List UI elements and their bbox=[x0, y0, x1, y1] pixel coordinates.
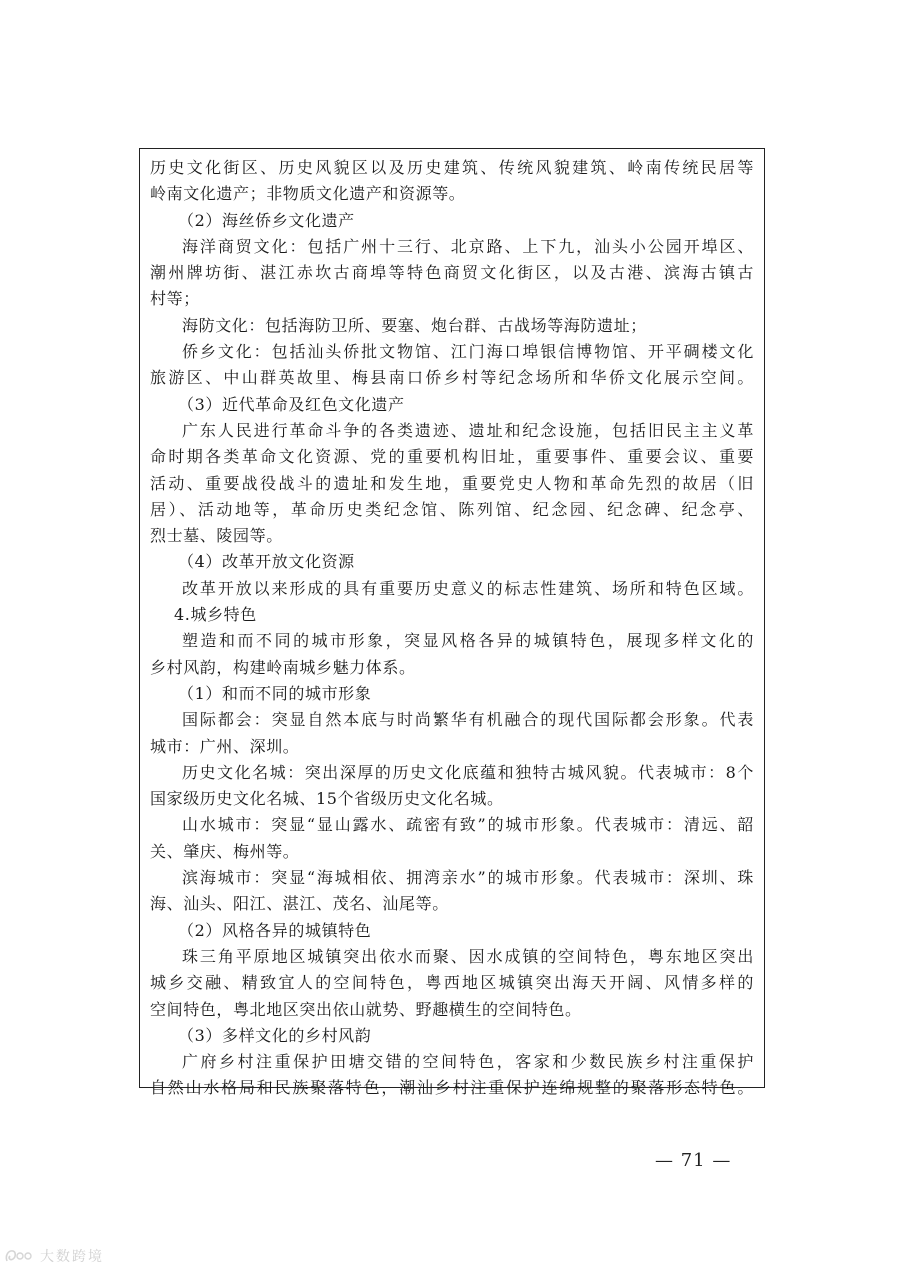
text-line: 广东人民进行革命斗争的各类遗迹、遗址和纪念设施，包括旧民主主义革 bbox=[182, 420, 754, 440]
text-line: 城乡交融、精致宜人的空间特色，粤西地区城镇突出海天开阔、风情多样的 bbox=[150, 973, 754, 993]
text-line: 海洋商贸文化：包括广州十三行、北京路、上下九，汕头小公园开埠区、 bbox=[182, 236, 754, 256]
text-line: （4）改革开放文化资源 bbox=[178, 552, 355, 572]
text-line: 城市：广州、深圳。 bbox=[150, 736, 300, 756]
text-line: 命时期各类革命文化资源、党的重要机构旧址，重要事件、重要会议、重要 bbox=[150, 447, 754, 467]
watermark-text: 大数跨境 bbox=[40, 1249, 104, 1265]
text-line: 广府乡村注重保护田塘交错的空间特色，客家和少数民族乡村注重保护 bbox=[182, 1052, 754, 1072]
text-line: 旅游区、中山群英故里、梅县南口侨乡村等纪念场所和华侨文化展示空间。 bbox=[150, 368, 754, 388]
text-line: 珠三角平原地区城镇突出依水而聚、因水成镇的空间特色，粤东地区突出 bbox=[182, 946, 754, 966]
text-line: （3）近代革命及红色文化遗产 bbox=[178, 394, 405, 414]
text-line: 村等； bbox=[150, 289, 200, 309]
text-line: 烈士墓、陵园等。 bbox=[150, 526, 283, 546]
text-line: 海、汕头、阳江、湛江、茂名、汕尾等。 bbox=[150, 894, 449, 914]
text-line: 海防文化：包括海防卫所、要塞、炮台群、古战场等海防遗址； bbox=[182, 315, 647, 335]
text-line: 空间特色，粤北地区突出依山就势、野趣横生的空间特色。 bbox=[150, 999, 582, 1019]
text-line: 改革开放以来形成的具有重要历史意义的标志性建筑、场所和特色区域。 bbox=[182, 578, 754, 598]
watermark-logo-icon bbox=[4, 1247, 34, 1265]
text-line: 山水城市：突显“显山露水、疏密有致”的城市形象。代表城市：清远、韶 bbox=[182, 815, 754, 835]
text-line: （2）海丝侨乡文化遗产 bbox=[178, 210, 355, 230]
text-line: （3）多样文化的乡村风韵 bbox=[178, 1025, 372, 1045]
text-line: 塑造和而不同的城市形象，突显风格各异的城镇特色，展现多样文化的 bbox=[182, 631, 754, 651]
content-frame bbox=[139, 148, 765, 1098]
text-line: 活动、重要战役战斗的遗址和发生地，重要党史人物和革命先烈的故居（旧 bbox=[150, 473, 754, 493]
text-line: （2）风格各异的城镇特色 bbox=[178, 920, 372, 940]
text-line: 历史文化街区、历史风貌区以及历史建筑、传统风貌建筑、岭南传统民居等 bbox=[150, 158, 754, 177]
text-line: 4.城乡特色 bbox=[174, 605, 257, 625]
text-line: 侨乡文化：包括汕头侨批文物馆、江门海口埠银信博物馆、开平碉楼文化 bbox=[182, 342, 754, 362]
text-line: （1）和而不同的城市形象 bbox=[178, 683, 372, 703]
text-line: 居）、活动地等，革命历史类纪念馆、陈列馆、纪念园、纪念碑、纪念亭、 bbox=[150, 499, 754, 519]
watermark bbox=[4, 1246, 104, 1266]
page-number: — 71 — bbox=[655, 1150, 732, 1171]
text-line: 潮州牌坊街、湛江赤坎古商埠等特色商贸文化街区，以及古港、滨海古镇古 bbox=[150, 263, 754, 283]
text-line: 滨海城市：突显“海城相依、拥湾亲水”的城市形象。代表城市：深圳、珠 bbox=[182, 868, 754, 888]
text-line: 关、肇庆、梅州等。 bbox=[150, 841, 300, 861]
text-line: 自然山水格局和民族聚落特色，潮汕乡村注重保护连绵规整的聚落形态特色。 bbox=[150, 1078, 754, 1098]
text-line: 岭南文化遗产；非物质文化遗产和资源等。 bbox=[150, 184, 466, 204]
text-line: 国家级历史文化名城、15个省级历史文化名城。 bbox=[150, 789, 504, 809]
text-line: 历史文化名城：突出深厚的历史文化底蕴和独特古城风貌。代表城市：8个 bbox=[182, 762, 754, 782]
text-line: 乡村风韵，构建岭南城乡魅力体系。 bbox=[150, 657, 416, 677]
text-line: 国际都会：突显自然本底与时尚繁华有机融合的现代国际都会形象。代表 bbox=[182, 710, 754, 730]
